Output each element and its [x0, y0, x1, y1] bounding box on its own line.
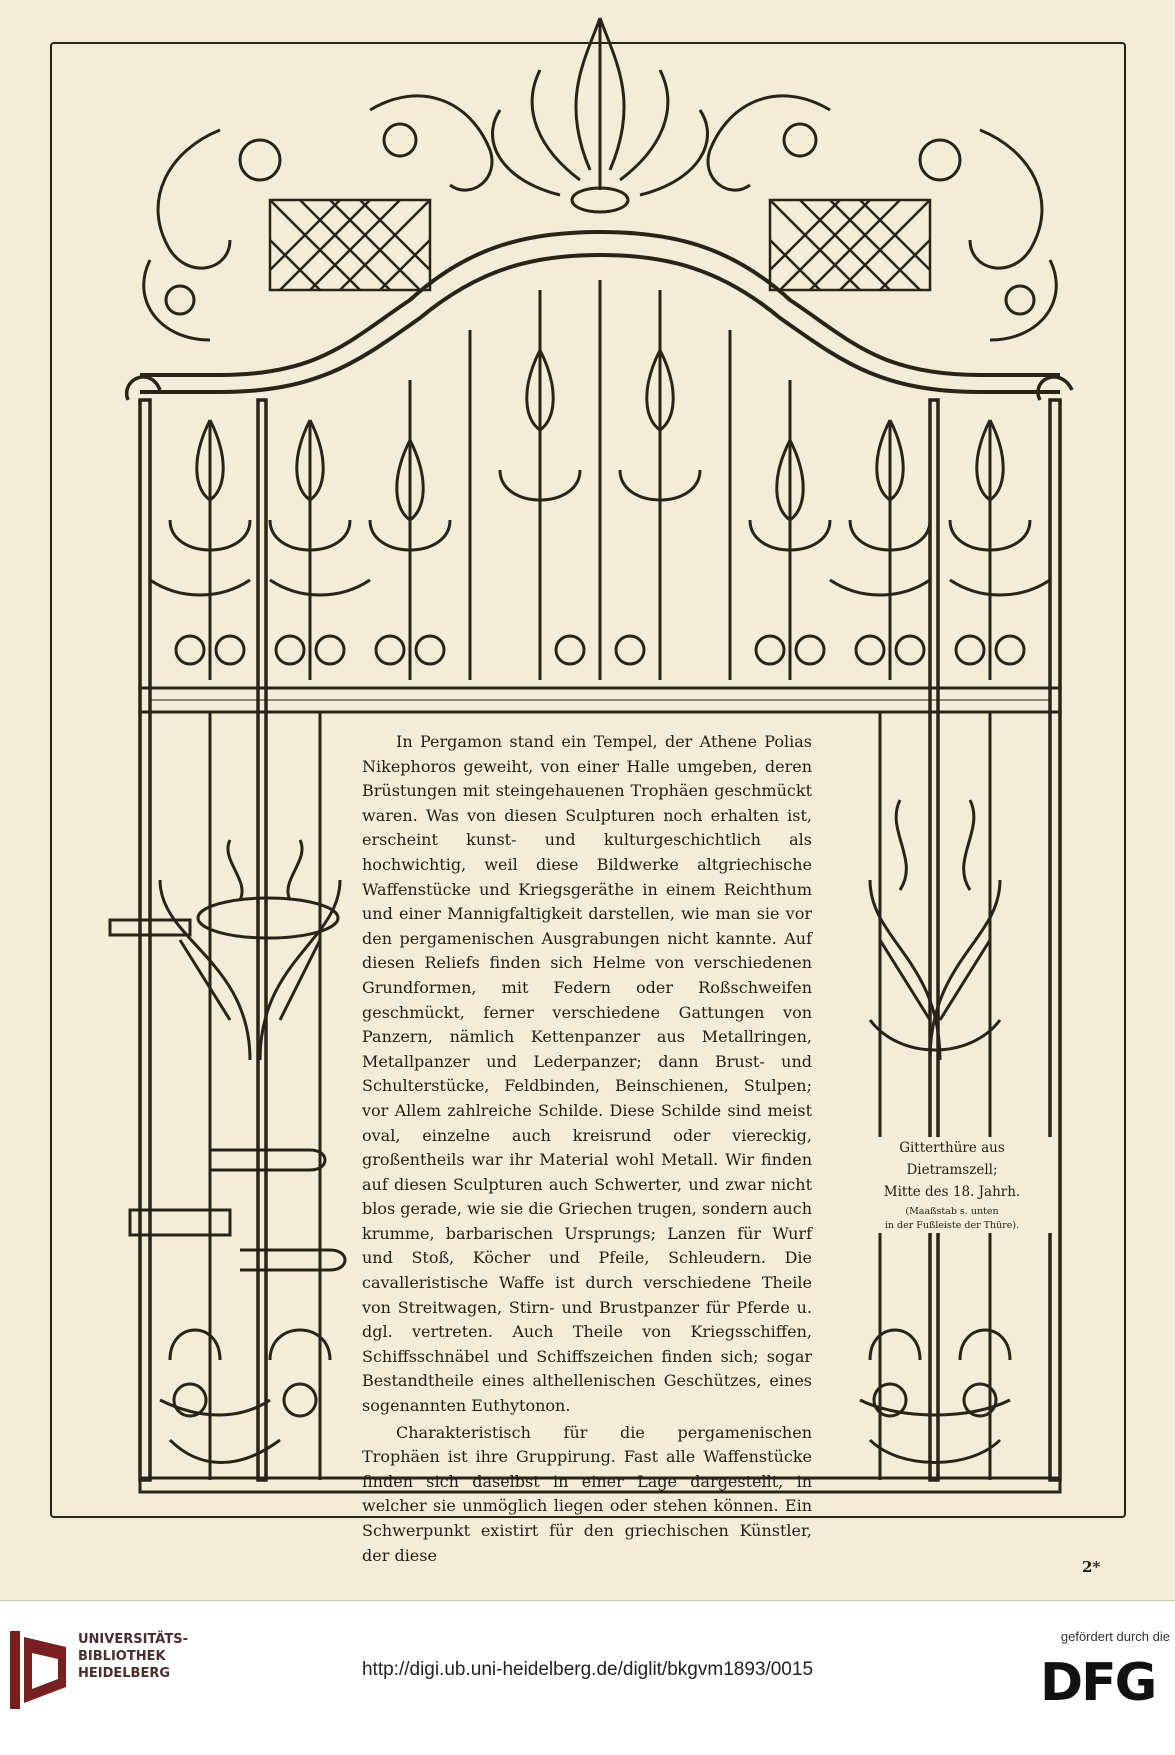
- page-number: 2*: [1082, 1558, 1101, 1576]
- funded-by-label: gefördert durch die: [1060, 1629, 1170, 1644]
- footer-bar: [0, 1600, 1175, 1755]
- source-url[interactable]: http://digi.ub.uni-heidelberg.de/diglit/bkgvm1893/0015: [361, 1659, 814, 1680]
- caption-line-3: Mitte des 18. Jahrh.: [883, 1184, 1021, 1200]
- lower-right-panel: [860, 712, 1010, 1480]
- library-name-line-1: UNIVERSITÄTS-: [78, 1632, 188, 1647]
- paragraph-1: In Pergamon stand ein Tempel, der Athene Polias Nikephoros geweiht, von einer Halle umgeben, deren Brüstungen mit steingehauenen Trophäen geschmückt waren. Was von diesen Sculpturen noch erhalten ist, erscheint kunst- und kulturgeschichtlich als hochwichtig, weil diese Bildwerke altgriechische Waffenstücke und Kriegsgeräthe in einem Reichthum und einer Mannigfaltigkeit darstellen, wie man sie vor den pergamenischen Ausgrabungen nicht kannte. Auf diesen Reliefs finden sich Helme von verschiedenen Grundformen, mit Federn oder Roßschweifen geschmückt, ferner verschiedene Gattungen von Panzern, nämlich Kettenpanzer aus Metallringen, Metallpanzer und Lederpanzer; dann Brust- und Schulterstücke, Feldbinden, Beinschienen, Stulpen; vor Allem zahlreiche Schilde. Diese Schilde sind meist oval, einzelne auch kreisrund oder viereckig, großentheils war ihr Material wohl Metall. Wir finden auf diesen Sculpturen auch Schwerter, und zwar nicht blos gerade, wie sie die Griechen trugen, sondern auch krumme, barbarischen Ursprungs; Lanzen für Wurf und Stoß, Köcher und Pfeile, Schleudern. Die cavalleristische Waffe ist durch verschiedene Theile von Streitwagen, Stirn- und Brustpanzer für Pferde u. dgl. vertreten. Auch Theile von Kriegsschiffen, Schiffsschnäbel und Schiffszeichen finden sich; sogar Bestandtheile eines althellenischen Geschützes, eines sogenannten Euthytonon.: [362, 732, 812, 1416]
- caption-scale-note-2: in der Fußleiste der Thüre).: [884, 1220, 1020, 1231]
- figure-caption: [852, 1137, 1052, 1233]
- middle-rail: [140, 688, 1060, 712]
- caption-line-1: Gitterthüre aus: [899, 1140, 1005, 1156]
- library-name-line-3: HEIDELBERG: [78, 1666, 171, 1681]
- dfg-logo: DFG: [1040, 1653, 1156, 1713]
- caption-line-2: Dietramszell;: [906, 1162, 998, 1178]
- upper-bars: [150, 280, 1050, 680]
- paragraph-2: Charakteristisch für die pergamenischen Trophäen ist ihre Gruppirung. Fast alle Waffenstücke finden sich daselbst in einer Lage dargestellt, in welcher sie unmöglich liegen oder stehen können. Ein Schwerpunkt existirt für den griechischen Künstler, der diese: [362, 1422, 812, 1565]
- caption-scale-note-1: (Maaßstab s. unten: [905, 1206, 999, 1217]
- library-name-line-2: BIBLIOTHEK: [78, 1649, 166, 1664]
- lower-left-panel: [110, 712, 345, 1480]
- article-text: [362, 730, 812, 1565]
